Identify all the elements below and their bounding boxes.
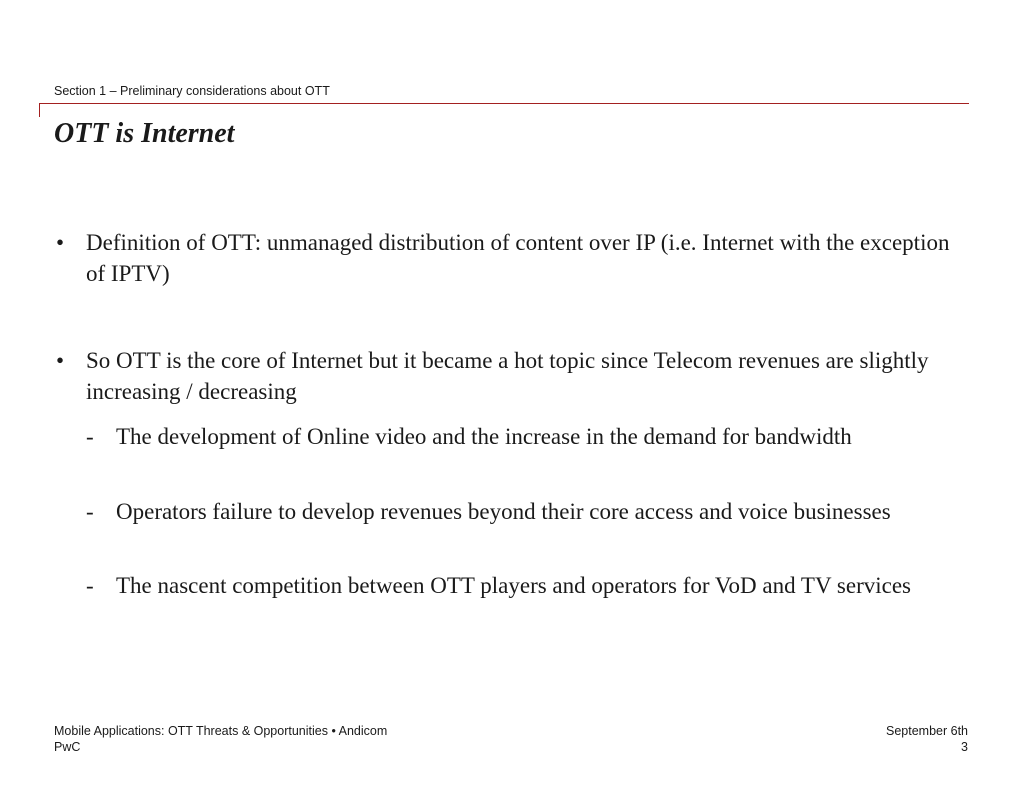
- sub-bullet-text: Operators failure to develop revenues beyond their core access and voice businesses: [116, 499, 891, 524]
- sub-bullet-text: The development of Online video and the increase in the demand for bandwidth: [116, 424, 852, 449]
- sub-bullet-marker: -: [86, 499, 94, 524]
- header-rule-tick: [39, 103, 40, 117]
- footer-date: September 6th: [886, 724, 968, 738]
- page-title: OTT is Internet: [54, 118, 235, 149]
- footer-company: PwC: [54, 740, 81, 754]
- bullet-marker: •: [56, 348, 65, 373]
- bullet-text: Definition of OTT: unmanaged distribution of content over IP (i.e. Internet with the exception of IPTV): [86, 230, 950, 286]
- bullet-marker: •: [56, 230, 65, 255]
- footer-page-number: 3: [961, 740, 968, 754]
- section-label: Section 1 – Preliminary considerations about OTT: [54, 84, 330, 98]
- footer-presentation-title: Mobile Applications: OTT Threats & Opportunities • Andicom: [54, 724, 388, 738]
- sub-bullet-marker: -: [86, 424, 94, 449]
- bullet-text: So OTT is the core of Internet but it became a hot topic since Telecom revenues are slightly increasing / decreasing: [86, 348, 929, 404]
- sub-bullet-marker: -: [86, 573, 94, 598]
- header-rule: [39, 103, 969, 104]
- sub-bullet-text: The nascent competition between OTT players and operators for VoD and TV services: [116, 573, 911, 598]
